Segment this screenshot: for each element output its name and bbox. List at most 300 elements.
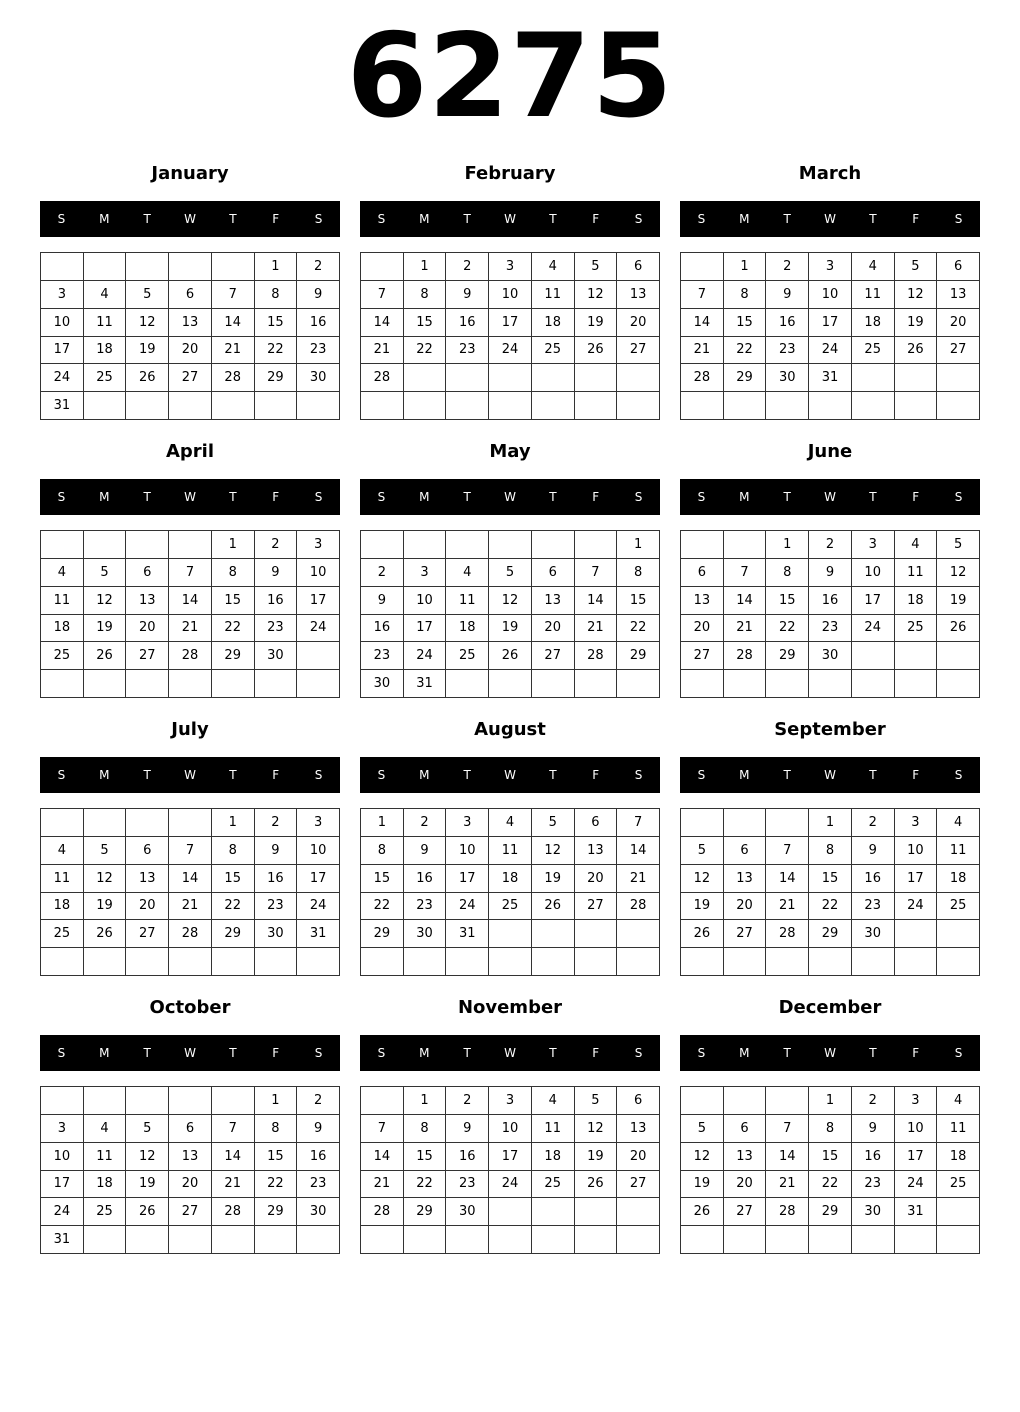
weekday-label: S <box>697 490 706 504</box>
day-cell: 24 <box>489 1171 532 1199</box>
weekday-label: S <box>57 490 66 504</box>
weekday-label: S <box>377 212 386 226</box>
weekday-label: F <box>592 490 600 504</box>
day-cell: 3 <box>446 809 489 837</box>
weekday-label: F <box>272 1046 280 1060</box>
day-cell: 1 <box>255 253 298 281</box>
day-cell: 5 <box>895 253 938 281</box>
day-cell: 22 <box>255 337 298 365</box>
day-cell: 2 <box>404 809 447 837</box>
day-cell: 27 <box>617 337 660 365</box>
day-cell: 18 <box>937 1143 980 1171</box>
day-cell: 4 <box>937 809 980 837</box>
day-cell <box>724 948 767 976</box>
weekday-label: S <box>377 490 386 504</box>
weekday-label: T <box>463 490 471 504</box>
day-cell <box>575 920 618 948</box>
day-cell: 29 <box>404 1198 447 1226</box>
weekday-header <box>360 757 660 793</box>
day-cell <box>532 364 575 392</box>
day-cell <box>41 531 84 559</box>
day-cell <box>937 1226 980 1254</box>
day-cell <box>404 948 447 976</box>
weekday-label: M <box>419 490 430 504</box>
day-cell: 14 <box>766 865 809 893</box>
day-cell: 11 <box>532 1115 575 1143</box>
day-cell <box>41 948 84 976</box>
day-cell: 1 <box>255 1087 298 1115</box>
day-cell <box>41 809 84 837</box>
day-cell: 21 <box>212 1171 255 1199</box>
day-cell: 9 <box>852 837 895 865</box>
day-cell <box>446 364 489 392</box>
day-cell: 11 <box>446 587 489 615</box>
day-cell <box>617 392 660 420</box>
day-cell: 30 <box>297 1198 340 1226</box>
weekday-label: F <box>912 490 920 504</box>
day-cell <box>809 1226 852 1254</box>
day-cell: 27 <box>126 920 169 948</box>
day-grid <box>40 252 340 420</box>
weekday-label: T <box>549 490 557 504</box>
day-cell <box>532 1226 575 1254</box>
day-cell <box>895 920 938 948</box>
day-cell <box>681 1226 724 1254</box>
day-cell: 29 <box>809 920 852 948</box>
day-cell: 15 <box>404 1143 447 1171</box>
day-cell: 27 <box>724 1198 767 1226</box>
day-cell: 5 <box>532 809 575 837</box>
day-cell: 16 <box>297 309 340 337</box>
day-cell: 25 <box>532 337 575 365</box>
day-cell: 28 <box>212 1198 255 1226</box>
day-cell: 22 <box>809 1171 852 1199</box>
day-cell <box>297 642 340 670</box>
day-cell: 31 <box>297 920 340 948</box>
day-cell <box>255 392 298 420</box>
day-cell: 6 <box>617 1087 660 1115</box>
day-cell: 25 <box>84 364 127 392</box>
day-cell <box>446 392 489 420</box>
year-title: 6275 <box>346 9 674 144</box>
day-cell: 11 <box>937 1115 980 1143</box>
weekday-label: M <box>739 212 750 226</box>
weekday-label: T <box>549 768 557 782</box>
day-cell: 19 <box>126 1171 169 1199</box>
day-cell <box>724 1226 767 1254</box>
day-cell: 2 <box>297 253 340 281</box>
day-cell: 30 <box>297 364 340 392</box>
day-cell: 9 <box>852 1115 895 1143</box>
day-cell: 8 <box>809 837 852 865</box>
day-cell: 27 <box>617 1171 660 1199</box>
day-cell <box>361 1226 404 1254</box>
day-cell: 26 <box>575 337 618 365</box>
day-cell: 12 <box>489 587 532 615</box>
day-cell: 11 <box>41 587 84 615</box>
day-cell: 5 <box>575 1087 618 1115</box>
day-grid <box>680 808 980 976</box>
weekday-header <box>40 201 340 237</box>
day-cell: 31 <box>404 670 447 698</box>
day-cell: 8 <box>809 1115 852 1143</box>
weekday-label: T <box>463 1046 471 1060</box>
day-cell <box>404 1226 447 1254</box>
day-cell <box>575 392 618 420</box>
day-cell <box>84 670 127 698</box>
day-cell: 25 <box>937 1171 980 1199</box>
day-cell: 21 <box>361 337 404 365</box>
day-cell: 4 <box>895 531 938 559</box>
day-cell: 2 <box>255 531 298 559</box>
day-cell <box>212 670 255 698</box>
day-cell <box>297 1226 340 1254</box>
day-cell <box>41 670 84 698</box>
day-cell <box>852 392 895 420</box>
weekday-label: M <box>99 490 110 504</box>
day-cell <box>489 1226 532 1254</box>
day-cell: 11 <box>895 559 938 587</box>
weekday-label: M <box>739 1046 750 1060</box>
day-cell <box>404 364 447 392</box>
weekday-label: W <box>184 212 196 226</box>
day-cell: 28 <box>169 642 212 670</box>
day-cell: 23 <box>446 337 489 365</box>
weekday-label: T <box>143 1046 151 1060</box>
day-cell: 16 <box>766 309 809 337</box>
day-cell: 30 <box>361 670 404 698</box>
day-cell: 24 <box>489 337 532 365</box>
day-cell: 7 <box>212 281 255 309</box>
day-cell: 22 <box>212 893 255 921</box>
month-title: July <box>171 719 209 740</box>
day-cell: 29 <box>361 920 404 948</box>
month-title: May <box>489 441 531 462</box>
weekday-label: T <box>869 768 877 782</box>
day-cell: 28 <box>575 642 618 670</box>
day-cell: 13 <box>617 1115 660 1143</box>
day-cell <box>84 253 127 281</box>
day-cell <box>766 809 809 837</box>
day-cell <box>126 1226 169 1254</box>
day-cell: 11 <box>489 837 532 865</box>
day-cell <box>617 920 660 948</box>
weekday-label: S <box>697 1046 706 1060</box>
day-cell: 20 <box>724 1171 767 1199</box>
day-cell: 27 <box>169 364 212 392</box>
day-cell: 22 <box>404 337 447 365</box>
day-cell <box>489 1198 532 1226</box>
day-cell: 3 <box>404 559 447 587</box>
day-cell: 5 <box>84 837 127 865</box>
day-cell: 24 <box>404 642 447 670</box>
day-grid <box>40 808 340 976</box>
month-title: January <box>151 163 229 184</box>
day-cell: 10 <box>489 1115 532 1143</box>
weekday-label: S <box>377 768 386 782</box>
month-title: October <box>149 997 231 1018</box>
day-cell: 7 <box>681 281 724 309</box>
day-cell <box>895 642 938 670</box>
month-title: September <box>774 719 886 740</box>
day-cell: 17 <box>489 1143 532 1171</box>
day-cell: 10 <box>446 837 489 865</box>
day-cell: 18 <box>532 309 575 337</box>
weekday-label: M <box>419 212 430 226</box>
day-cell <box>681 948 724 976</box>
day-cell: 15 <box>255 1143 298 1171</box>
weekday-label: W <box>184 768 196 782</box>
weekday-label: T <box>783 212 791 226</box>
weekday-label: S <box>634 490 643 504</box>
day-cell: 14 <box>681 309 724 337</box>
weekday-label: S <box>57 768 66 782</box>
day-cell: 30 <box>809 642 852 670</box>
day-cell: 28 <box>724 642 767 670</box>
day-cell: 1 <box>361 809 404 837</box>
day-cell <box>937 920 980 948</box>
day-cell: 19 <box>532 865 575 893</box>
weekday-label: M <box>99 1046 110 1060</box>
day-cell: 5 <box>84 559 127 587</box>
day-cell <box>895 948 938 976</box>
weekday-label: T <box>143 212 151 226</box>
day-cell: 2 <box>852 1087 895 1115</box>
weekday-label: S <box>634 1046 643 1060</box>
day-cell: 6 <box>617 253 660 281</box>
day-grid <box>680 1086 980 1254</box>
weekday-label: T <box>783 1046 791 1060</box>
day-cell: 24 <box>297 615 340 643</box>
day-cell: 17 <box>446 865 489 893</box>
weekday-label: S <box>954 212 963 226</box>
day-cell <box>169 531 212 559</box>
month-title: June <box>807 441 853 462</box>
day-cell: 9 <box>297 281 340 309</box>
day-cell: 16 <box>255 865 298 893</box>
day-cell: 29 <box>255 1198 298 1226</box>
weekday-label: T <box>229 768 237 782</box>
day-cell <box>404 531 447 559</box>
day-cell: 23 <box>766 337 809 365</box>
day-cell: 30 <box>446 1198 489 1226</box>
day-cell: 16 <box>852 865 895 893</box>
day-cell: 14 <box>212 1143 255 1171</box>
day-cell <box>297 670 340 698</box>
day-cell: 17 <box>489 309 532 337</box>
day-cell <box>489 531 532 559</box>
day-cell: 20 <box>532 615 575 643</box>
day-cell: 24 <box>41 1198 84 1226</box>
day-cell: 6 <box>937 253 980 281</box>
day-cell: 7 <box>361 281 404 309</box>
day-cell <box>169 670 212 698</box>
day-cell: 25 <box>446 642 489 670</box>
day-cell: 26 <box>84 920 127 948</box>
day-cell: 20 <box>617 1143 660 1171</box>
day-cell: 12 <box>937 559 980 587</box>
day-grid <box>360 252 660 420</box>
weekday-header <box>360 479 660 515</box>
day-cell: 21 <box>169 615 212 643</box>
day-cell: 21 <box>575 615 618 643</box>
day-cell <box>766 948 809 976</box>
day-cell <box>809 670 852 698</box>
day-cell: 16 <box>809 587 852 615</box>
day-cell: 24 <box>852 615 895 643</box>
day-cell <box>212 1226 255 1254</box>
day-cell: 14 <box>766 1143 809 1171</box>
day-cell: 15 <box>809 1143 852 1171</box>
day-cell: 18 <box>446 615 489 643</box>
day-cell: 10 <box>895 837 938 865</box>
weekday-label: S <box>954 490 963 504</box>
day-cell: 15 <box>766 587 809 615</box>
day-cell: 1 <box>404 253 447 281</box>
weekday-label: S <box>57 1046 66 1060</box>
day-cell: 20 <box>937 309 980 337</box>
day-cell <box>809 948 852 976</box>
weekday-label: S <box>697 212 706 226</box>
day-cell <box>169 948 212 976</box>
day-cell: 3 <box>809 253 852 281</box>
day-cell: 16 <box>297 1143 340 1171</box>
day-cell: 29 <box>212 642 255 670</box>
day-cell: 3 <box>895 809 938 837</box>
day-cell: 2 <box>297 1087 340 1115</box>
day-cell <box>766 670 809 698</box>
weekday-label: T <box>229 1046 237 1060</box>
weekday-label: T <box>869 212 877 226</box>
day-cell: 17 <box>852 587 895 615</box>
day-cell <box>681 531 724 559</box>
day-cell <box>489 920 532 948</box>
day-cell <box>681 670 724 698</box>
day-cell: 21 <box>169 893 212 921</box>
day-cell: 14 <box>361 309 404 337</box>
month-title: December <box>778 997 882 1018</box>
day-cell: 20 <box>617 309 660 337</box>
day-cell: 19 <box>681 1171 724 1199</box>
day-cell: 6 <box>126 559 169 587</box>
day-cell: 10 <box>404 587 447 615</box>
day-cell: 12 <box>575 281 618 309</box>
day-cell: 17 <box>404 615 447 643</box>
day-cell: 29 <box>724 364 767 392</box>
day-cell: 21 <box>766 1171 809 1199</box>
weekday-label: M <box>739 490 750 504</box>
day-cell: 17 <box>41 1171 84 1199</box>
day-grid <box>360 530 660 698</box>
weekday-label: T <box>463 212 471 226</box>
day-cell: 12 <box>126 309 169 337</box>
day-cell: 31 <box>809 364 852 392</box>
day-cell <box>126 948 169 976</box>
weekday-label: S <box>314 212 323 226</box>
day-cell <box>297 392 340 420</box>
day-cell: 23 <box>446 1171 489 1199</box>
day-cell <box>724 809 767 837</box>
day-cell: 2 <box>809 531 852 559</box>
day-cell <box>575 948 618 976</box>
day-cell <box>169 1087 212 1115</box>
day-cell: 5 <box>126 1115 169 1143</box>
day-cell: 8 <box>404 281 447 309</box>
weekday-label: W <box>504 490 516 504</box>
day-cell: 3 <box>489 253 532 281</box>
day-cell: 9 <box>255 559 298 587</box>
day-cell: 8 <box>212 837 255 865</box>
day-cell: 3 <box>852 531 895 559</box>
day-cell: 21 <box>361 1171 404 1199</box>
day-cell: 3 <box>895 1087 938 1115</box>
day-cell: 17 <box>809 309 852 337</box>
weekday-label: S <box>634 768 643 782</box>
day-cell: 18 <box>489 865 532 893</box>
day-cell: 10 <box>489 281 532 309</box>
weekday-label: S <box>697 768 706 782</box>
day-cell: 28 <box>617 893 660 921</box>
day-cell: 12 <box>681 1143 724 1171</box>
day-cell: 31 <box>895 1198 938 1226</box>
weekday-label: T <box>229 490 237 504</box>
day-cell: 25 <box>895 615 938 643</box>
day-cell: 7 <box>617 809 660 837</box>
day-cell: 27 <box>532 642 575 670</box>
day-cell: 9 <box>809 559 852 587</box>
day-cell: 6 <box>575 809 618 837</box>
day-cell: 25 <box>41 920 84 948</box>
day-cell: 8 <box>255 281 298 309</box>
day-cell: 20 <box>169 1171 212 1199</box>
day-cell <box>532 1198 575 1226</box>
day-cell: 23 <box>404 893 447 921</box>
day-cell: 26 <box>84 642 127 670</box>
weekday-label: F <box>592 1046 600 1060</box>
day-cell: 28 <box>169 920 212 948</box>
day-cell <box>41 1087 84 1115</box>
weekday-header <box>680 479 980 515</box>
weekday-label: M <box>739 768 750 782</box>
day-cell: 30 <box>766 364 809 392</box>
day-cell: 9 <box>361 587 404 615</box>
month-title: March <box>798 163 862 184</box>
day-cell: 13 <box>724 865 767 893</box>
day-cell: 7 <box>169 559 212 587</box>
day-cell <box>255 670 298 698</box>
day-cell: 1 <box>809 809 852 837</box>
weekday-label: W <box>824 490 836 504</box>
day-cell: 28 <box>766 1198 809 1226</box>
day-cell: 16 <box>852 1143 895 1171</box>
day-cell: 4 <box>937 1087 980 1115</box>
day-cell: 29 <box>255 364 298 392</box>
day-cell: 27 <box>724 920 767 948</box>
day-cell <box>404 392 447 420</box>
day-cell <box>489 948 532 976</box>
weekday-label: F <box>912 212 920 226</box>
day-cell <box>212 392 255 420</box>
day-cell: 15 <box>255 309 298 337</box>
day-cell: 1 <box>617 531 660 559</box>
day-cell: 19 <box>84 615 127 643</box>
day-cell: 5 <box>126 281 169 309</box>
weekday-label: S <box>314 768 323 782</box>
weekday-label: T <box>143 490 151 504</box>
day-cell <box>446 1226 489 1254</box>
day-cell: 4 <box>852 253 895 281</box>
day-cell <box>895 364 938 392</box>
